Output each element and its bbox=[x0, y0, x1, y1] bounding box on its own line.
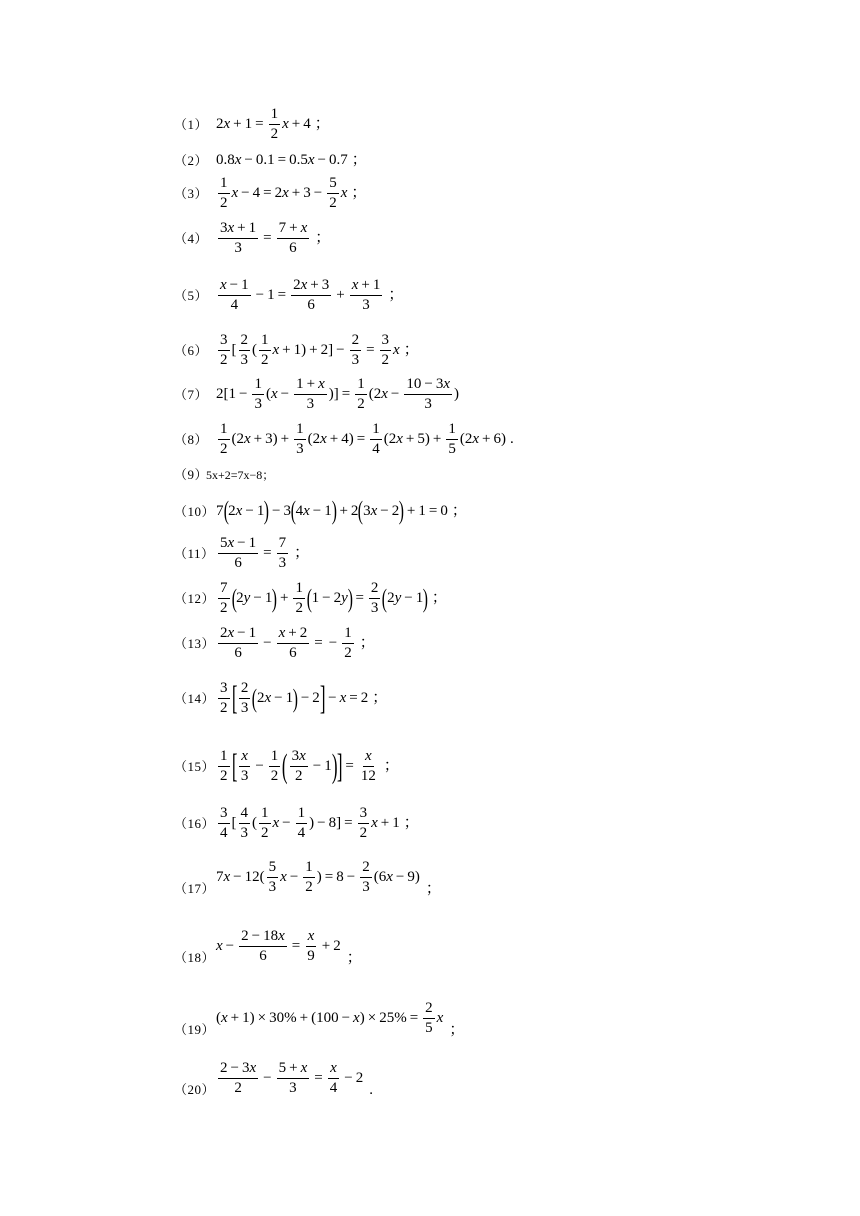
problem-number: （17） bbox=[174, 880, 216, 896]
problem-12 bbox=[174, 580, 447, 618]
problem-2 bbox=[174, 153, 367, 168]
problem-number: （3） bbox=[174, 186, 209, 202]
punctuation: ； bbox=[403, 815, 419, 832]
equation: $\frac{1}{2}$ (2 x + 3) + $\frac{1}{3}$ (2 x + 4) = $\frac{1}{4}$ (2 x + 5) + $\frac{1}{5}$ (2 x + 6) bbox=[220, 421, 506, 458]
equation: 2[1 − $\frac{1}{3}$ ( x − $\frac{1 + x}{3}$ )] = $\frac{1}{2}$ (2 x − $\frac{10 - 3x}{3}$ ) bbox=[216, 376, 459, 413]
problem-13 bbox=[174, 625, 375, 663]
problem-number: （7） bbox=[174, 387, 209, 403]
problem-1 bbox=[174, 106, 330, 144]
equation: $\frac{7}{2}$ ( 2 y − 1 ) + $\frac{1}{2}$ ( 1 − 2 y ) = $\frac{2}{3}$ ( 2 y − 1 ) bbox=[220, 580, 429, 617]
equation: $\frac{3}{2}$ [ $\frac{2}{3}$ ( $\frac{1}{2}$ x + 1) + 2] − $\frac{2}{3}$ = $\frac{3}{2}$ x bbox=[220, 332, 400, 369]
problem-number: （11） bbox=[174, 546, 215, 562]
equation: 7 ( 2 x − 1 ) − 3 ( 4 x − 1 ) + 2 ( 3 x − 2 ) + 1 = 0 bbox=[216, 496, 448, 525]
equation: $\frac{2x - 1}{6}$ − $\frac{x + 2}{6}$ = − $\frac{1}{2}$ bbox=[220, 625, 352, 662]
punctuation: . bbox=[509, 431, 514, 448]
equation: $\frac{1}{2}$ x − 4 = 2 x + 3 − $\frac{5}{2}$ x bbox=[220, 175, 348, 212]
equation: 0.8 x − 0.1 = 0.5 x − 0.7 bbox=[216, 152, 348, 168]
problem-5 bbox=[174, 277, 403, 315]
punctuation: ； bbox=[351, 185, 367, 202]
punctuation: ； bbox=[383, 758, 399, 775]
punctuation: ； bbox=[388, 287, 404, 304]
punctuation: ； bbox=[403, 342, 419, 359]
problem-10 bbox=[174, 498, 467, 524]
problem-18 bbox=[174, 928, 362, 966]
equation: 7 x − 12( $\frac{5}{3}$ x − $\frac{1}{2}$ ) = 8 − $\frac{2}{3}$ (6 x − 9) bbox=[216, 859, 420, 896]
equation: ( x + 1) × 30% + (100 − x ) × 25% = $\frac{2}{5}$ x bbox=[216, 1000, 444, 1037]
problem-4 bbox=[174, 220, 330, 258]
problem-19 bbox=[174, 1000, 464, 1038]
problem-3 bbox=[174, 175, 366, 213]
problem-number: （15） bbox=[174, 759, 216, 775]
equation: x − $\frac{2 - 18x}{6}$ = $\frac{x}{9}$ + 2 bbox=[216, 928, 341, 965]
problem-number: （13） bbox=[174, 636, 216, 652]
punctuation: ； bbox=[431, 590, 447, 607]
problem-16 bbox=[174, 805, 419, 843]
punctuation: ； bbox=[359, 635, 375, 652]
problem-number: （12） bbox=[174, 591, 216, 607]
problem-number: （20） bbox=[174, 1081, 216, 1097]
equation: $\frac{3x + 1}{3}$ = $\frac{7 + x}{6}$ bbox=[220, 220, 308, 257]
problem-number: （1） bbox=[174, 117, 209, 133]
punctuation: ； bbox=[294, 545, 310, 562]
problem-number: （6） bbox=[174, 343, 209, 359]
equation: $\frac{x - 1}{4}$ − 1 = $\frac{2x + 3}{6}$ + $\frac{x + 1}{3}$ bbox=[220, 277, 381, 314]
punctuation: ； bbox=[346, 949, 362, 966]
equation: 2 x + 1 = $\frac{1}{2}$ x + 4 bbox=[216, 106, 311, 143]
problem-14 bbox=[174, 680, 387, 718]
problem-20 bbox=[174, 1060, 373, 1098]
problem-number: （4） bbox=[174, 231, 209, 247]
problem-number: （8） bbox=[174, 432, 209, 448]
equation: $\frac{1}{2}$ [ $\frac{x}{3}$ − $\frac{1}{2}$ ( $\frac{3x}{2}$ − 1 ) ] = $\frac{x}{12}$ bbox=[220, 747, 376, 785]
equation: $\frac{3}{4}$ [ $\frac{4}{3}$ ( $\frac{1}{2}$ x − $\frac{1}{4}$ ) − 8] = $\frac{3}{2}$ x + 1 bbox=[220, 805, 400, 842]
punctuation: ； bbox=[425, 880, 441, 897]
punctuation: ； bbox=[351, 152, 367, 168]
problem-17 bbox=[174, 859, 441, 897]
equation: $\frac{2 - 3x}{2}$ − $\frac{5 + x}{3}$ = $\frac{x}{4}$ − 2 bbox=[220, 1060, 364, 1097]
problem-number: （18） bbox=[174, 949, 216, 965]
problem-number: （5） bbox=[174, 288, 209, 304]
problem-7 bbox=[174, 376, 463, 414]
problem-number: （19） bbox=[174, 1021, 216, 1037]
problem-number: （14） bbox=[174, 691, 216, 707]
problem-6 bbox=[174, 332, 419, 370]
equation: $\frac{5x - 1}{6}$ = $\frac{7}{3}$ bbox=[220, 535, 287, 572]
punctuation: ； bbox=[372, 690, 388, 707]
problem-number: （10） bbox=[174, 503, 216, 519]
punctuation: ； bbox=[314, 116, 330, 133]
punctuation: . bbox=[369, 1081, 373, 1098]
punctuation: ； bbox=[449, 1021, 465, 1038]
equation: 5x+2=7x−8； bbox=[206, 467, 275, 482]
problem-number: （2） bbox=[174, 153, 209, 168]
problem-11 bbox=[174, 535, 309, 573]
equation: $\frac{3}{2}$ [ $\frac{2}{3}$ ( 2 x − 1 ) − 2 ] − x = 2 bbox=[220, 679, 369, 717]
problem-15 bbox=[174, 748, 399, 786]
problem-number: （16） bbox=[174, 816, 216, 832]
problem-8 bbox=[174, 421, 514, 459]
problem-9 bbox=[174, 468, 274, 481]
punctuation: ； bbox=[315, 230, 331, 247]
punctuation: ； bbox=[451, 502, 467, 519]
problem-number: （9） bbox=[174, 467, 209, 482]
